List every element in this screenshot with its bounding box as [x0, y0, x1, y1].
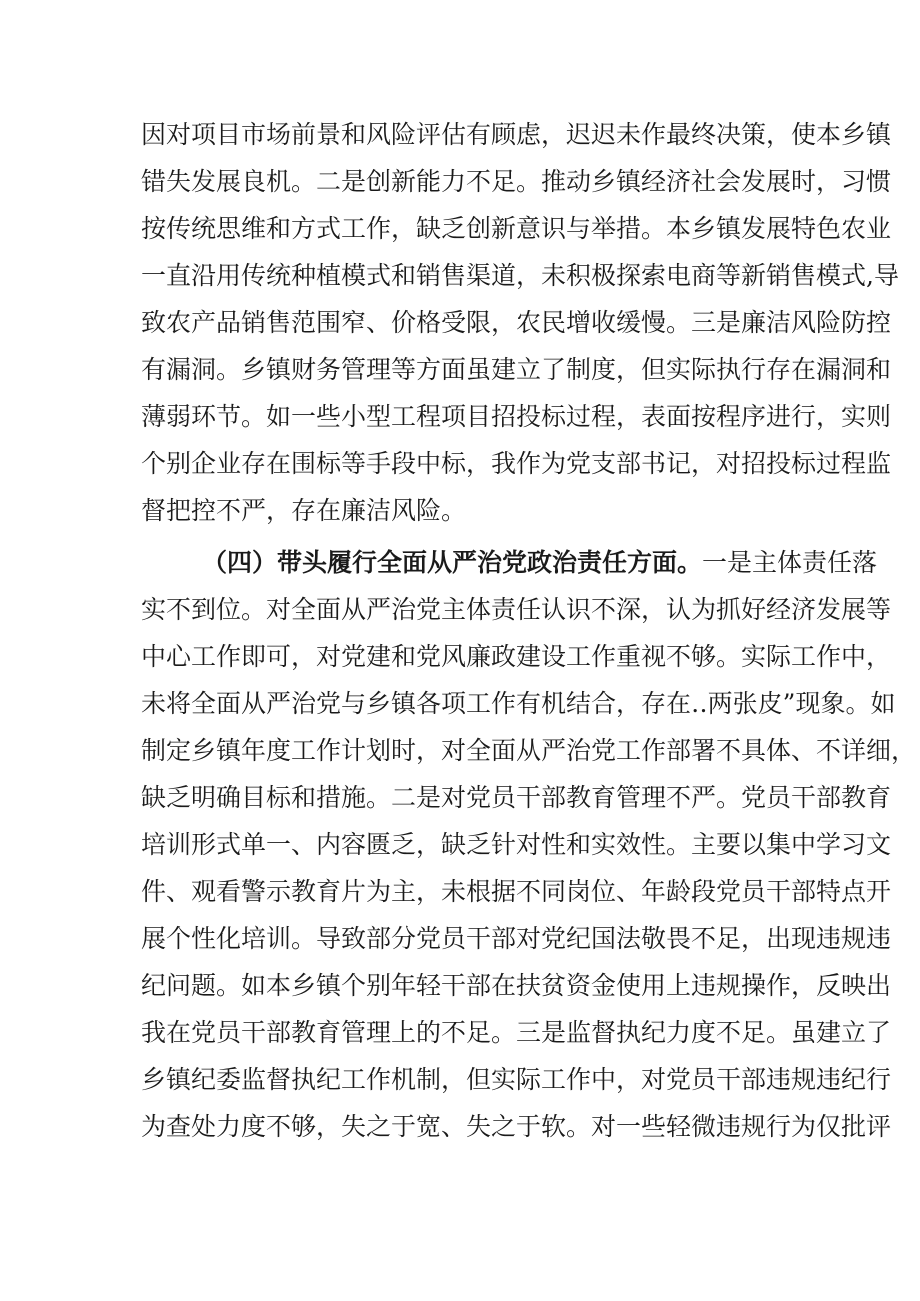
section-heading-rest: 一是主体责任落 [702, 548, 878, 577]
paragraph-line: 按传统思维和方式工作，缺乏创新意识与举措。本乡镇发展特色农业 [141, 214, 892, 243]
section-heading: （四）带头履行全面从严治党政治责任方面。 [202, 548, 703, 577]
paragraph-line: 有漏洞。乡镇财务管理等方面虽建立了制度，但实际执行存在漏洞和 [141, 355, 892, 384]
paragraph-line: 实不到位。对全面从严治党主体责任认识不深，认为抓好经济发展等 [141, 595, 892, 624]
section-heading-line [202, 543, 878, 583]
paragraph-line: 乡镇纪委监督执纪工作机制，但实际工作中，对党员干部违规违纪行 [141, 1065, 892, 1094]
paragraph-line: 督把控不严，存在廉洁风险。 [141, 496, 467, 525]
paragraph-line: 未将全面从严治党与乡镇各项工作有机结合，存在‥两张皮”现象。如 [141, 689, 896, 718]
paragraph-line: 薄弱环节。如一些小型工程项目招投标过程，表面按程序进行，实则 [141, 402, 892, 431]
paragraph-line: 培训形式单一、内容匮乏，缺乏针对性和实效性。主要以集中学习文 [141, 830, 892, 859]
paragraph-line: 展个性化培训。导致部分党员干部对党纪国法敬畏不足，出现违规违 [141, 924, 892, 953]
paragraph-line: 件、观看警示教育片为主，未根据不同岗位、年龄段党员干部特点开 [141, 877, 892, 906]
paragraph-line: 纪问题。如本乡镇个别年轻干部在扶贫资金使用上违规操作，反映出 [141, 971, 892, 1000]
paragraph-line: 我在党员干部教育管理上的不足。三是监督执纪力度不足。虽建立了 [141, 1018, 892, 1047]
paragraph-line: 为查处力度不够，失之于宽、失之于软。对一些轻微违规行为仅批评 [141, 1112, 892, 1141]
paragraph-line: 中心工作即可，对党建和党风廉政建设工作重视不够。实际工作中， [141, 642, 892, 671]
paragraph-line: 缺乏明确目标和措施。二是对党员干部教育管理不严。党员干部教育 [141, 783, 892, 812]
paragraph-line: 致农产品销售范围窄、价格受限，农民增收缓慢。三是廉洁风险防控 [141, 308, 892, 337]
paragraph-line: 制定乡镇年度工作计划时，对全面从严治党工作部署不具体、不详细， [141, 736, 917, 765]
paragraph-line: 错失发展良机。二是创新能力不足。推动乡镇经济社会发展时，习惯 [141, 167, 892, 196]
paragraph-line: 一直沿用传统种植模式和销售渠道，未积极探索电商等新销售模式,导 [141, 261, 899, 290]
paragraph-line: 因对项目市场前景和风险评估有顾虑，迟迟未作最终决策，使本乡镇 [141, 120, 892, 149]
paragraph-line: 个别企业存在围标等手段中标，我作为党支部书记，对招投标过程监 [141, 449, 892, 478]
